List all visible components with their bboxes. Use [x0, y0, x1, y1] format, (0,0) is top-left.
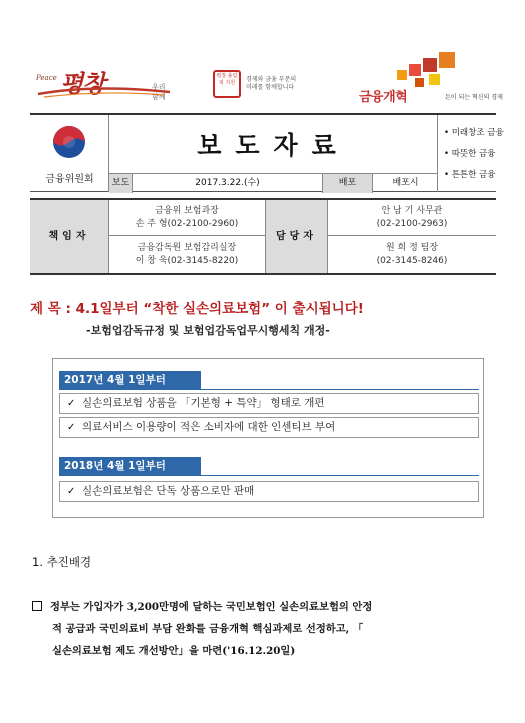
report-label: 보도: [109, 174, 133, 193]
org-cell: [30, 115, 109, 192]
campaign-emblem-icon: 평창 올림픽 지원: [213, 70, 241, 98]
press-header: [30, 113, 504, 192]
campaign-logo: [213, 70, 323, 100]
paragraph-line: 적 공급과 국민의료비 부담 완화를 금융개혁 핵심과제로 선정하고, 「: [52, 623, 364, 635]
subtitle-line: -보험업감독규정 및 보험업감독업무시행세칙 개정-: [86, 324, 330, 337]
summary-box: [52, 358, 484, 518]
date-row: [109, 173, 438, 192]
motto-item: • 튼튼한 금융: [444, 170, 496, 180]
subject-line: 제 목 : 4.1일부터 “착한 실손의료보험” 이 출시됩니다!: [30, 301, 364, 317]
logo-swoosh-icon: [34, 86, 174, 98]
finance-reform-logo: [349, 52, 519, 104]
section-divider: [59, 475, 479, 476]
background-paragraph: [32, 596, 498, 662]
check-icon: ✓: [67, 422, 76, 433]
page-title: 보도자료: [197, 131, 350, 160]
section-2018-header: 2018년 4월 1일부터: [59, 457, 201, 475]
contacts-table: [30, 198, 496, 275]
org-name: 금융위원회: [45, 174, 94, 185]
reform-title: 금융개혁: [359, 90, 408, 105]
logo-sub-text: 우리 함께: [152, 83, 166, 101]
staff-contact: 안 남 기 사무관 (02-2100-2963): [328, 200, 496, 236]
motto-item: • 미래창조 금융: [444, 128, 504, 138]
reform-slogan: 돈이 되는 혁신의 경제: [445, 94, 503, 101]
logo-banner: [0, 0, 525, 112]
title-cell: [109, 115, 438, 173]
contact-label: 담당자: [265, 200, 328, 273]
section-heading: 1. 추진배경: [32, 555, 92, 569]
logo-tag: Peace: [36, 74, 57, 82]
logo-main-text: 평창: [60, 69, 105, 98]
square-bullet-icon: [32, 601, 42, 611]
paragraph-line: 정부는 가입자가 3,200만명에 달하는 국민보험인 실손의료보험의 안정: [32, 596, 498, 618]
section-divider: [59, 389, 479, 390]
check-icon: ✓: [67, 486, 76, 497]
summary-item: ✓ 실손의료보험 상품을 「기본형 + 특약」 형태로 개편: [59, 393, 479, 414]
summary-item: ✓ 의료서비스 이용량이 적은 소비자에 대한 인센티브 부여: [59, 417, 479, 438]
distribute-value: 배포시: [392, 178, 419, 188]
staff-contact: 원 희 정 팀장 (02-3145-8246): [376, 243, 448, 266]
section-2017-header: 2017년 4월 1일부터: [59, 371, 201, 389]
motto-item: • 따뜻한 금융: [444, 149, 496, 159]
distribute-label: 배포: [323, 174, 373, 193]
responsible-label: 책임자: [30, 200, 109, 273]
check-icon: ✓: [67, 398, 76, 409]
pyeongchang-logo: [34, 64, 174, 101]
responsible-contact: 금융감독원 보험감리실장 이 창 욱(02-3145-8220): [135, 243, 239, 266]
paragraph-line: 실손의료보험 제도 개선방안」을 마련('16.12.20일): [52, 645, 296, 657]
responsible-contact: 금융위 보험과장 손 주 형(02-2100-2960): [109, 200, 265, 236]
summary-item: ✓ 실손의료보험은 단독 상품으로만 판매: [59, 481, 479, 502]
report-date: 2017.3.22.(수): [133, 174, 323, 193]
motto-list: [444, 123, 504, 186]
campaign-text: 경제와 금융 부문의 미래를 함께합니다: [246, 76, 297, 91]
government-emblem-icon: [52, 125, 86, 159]
